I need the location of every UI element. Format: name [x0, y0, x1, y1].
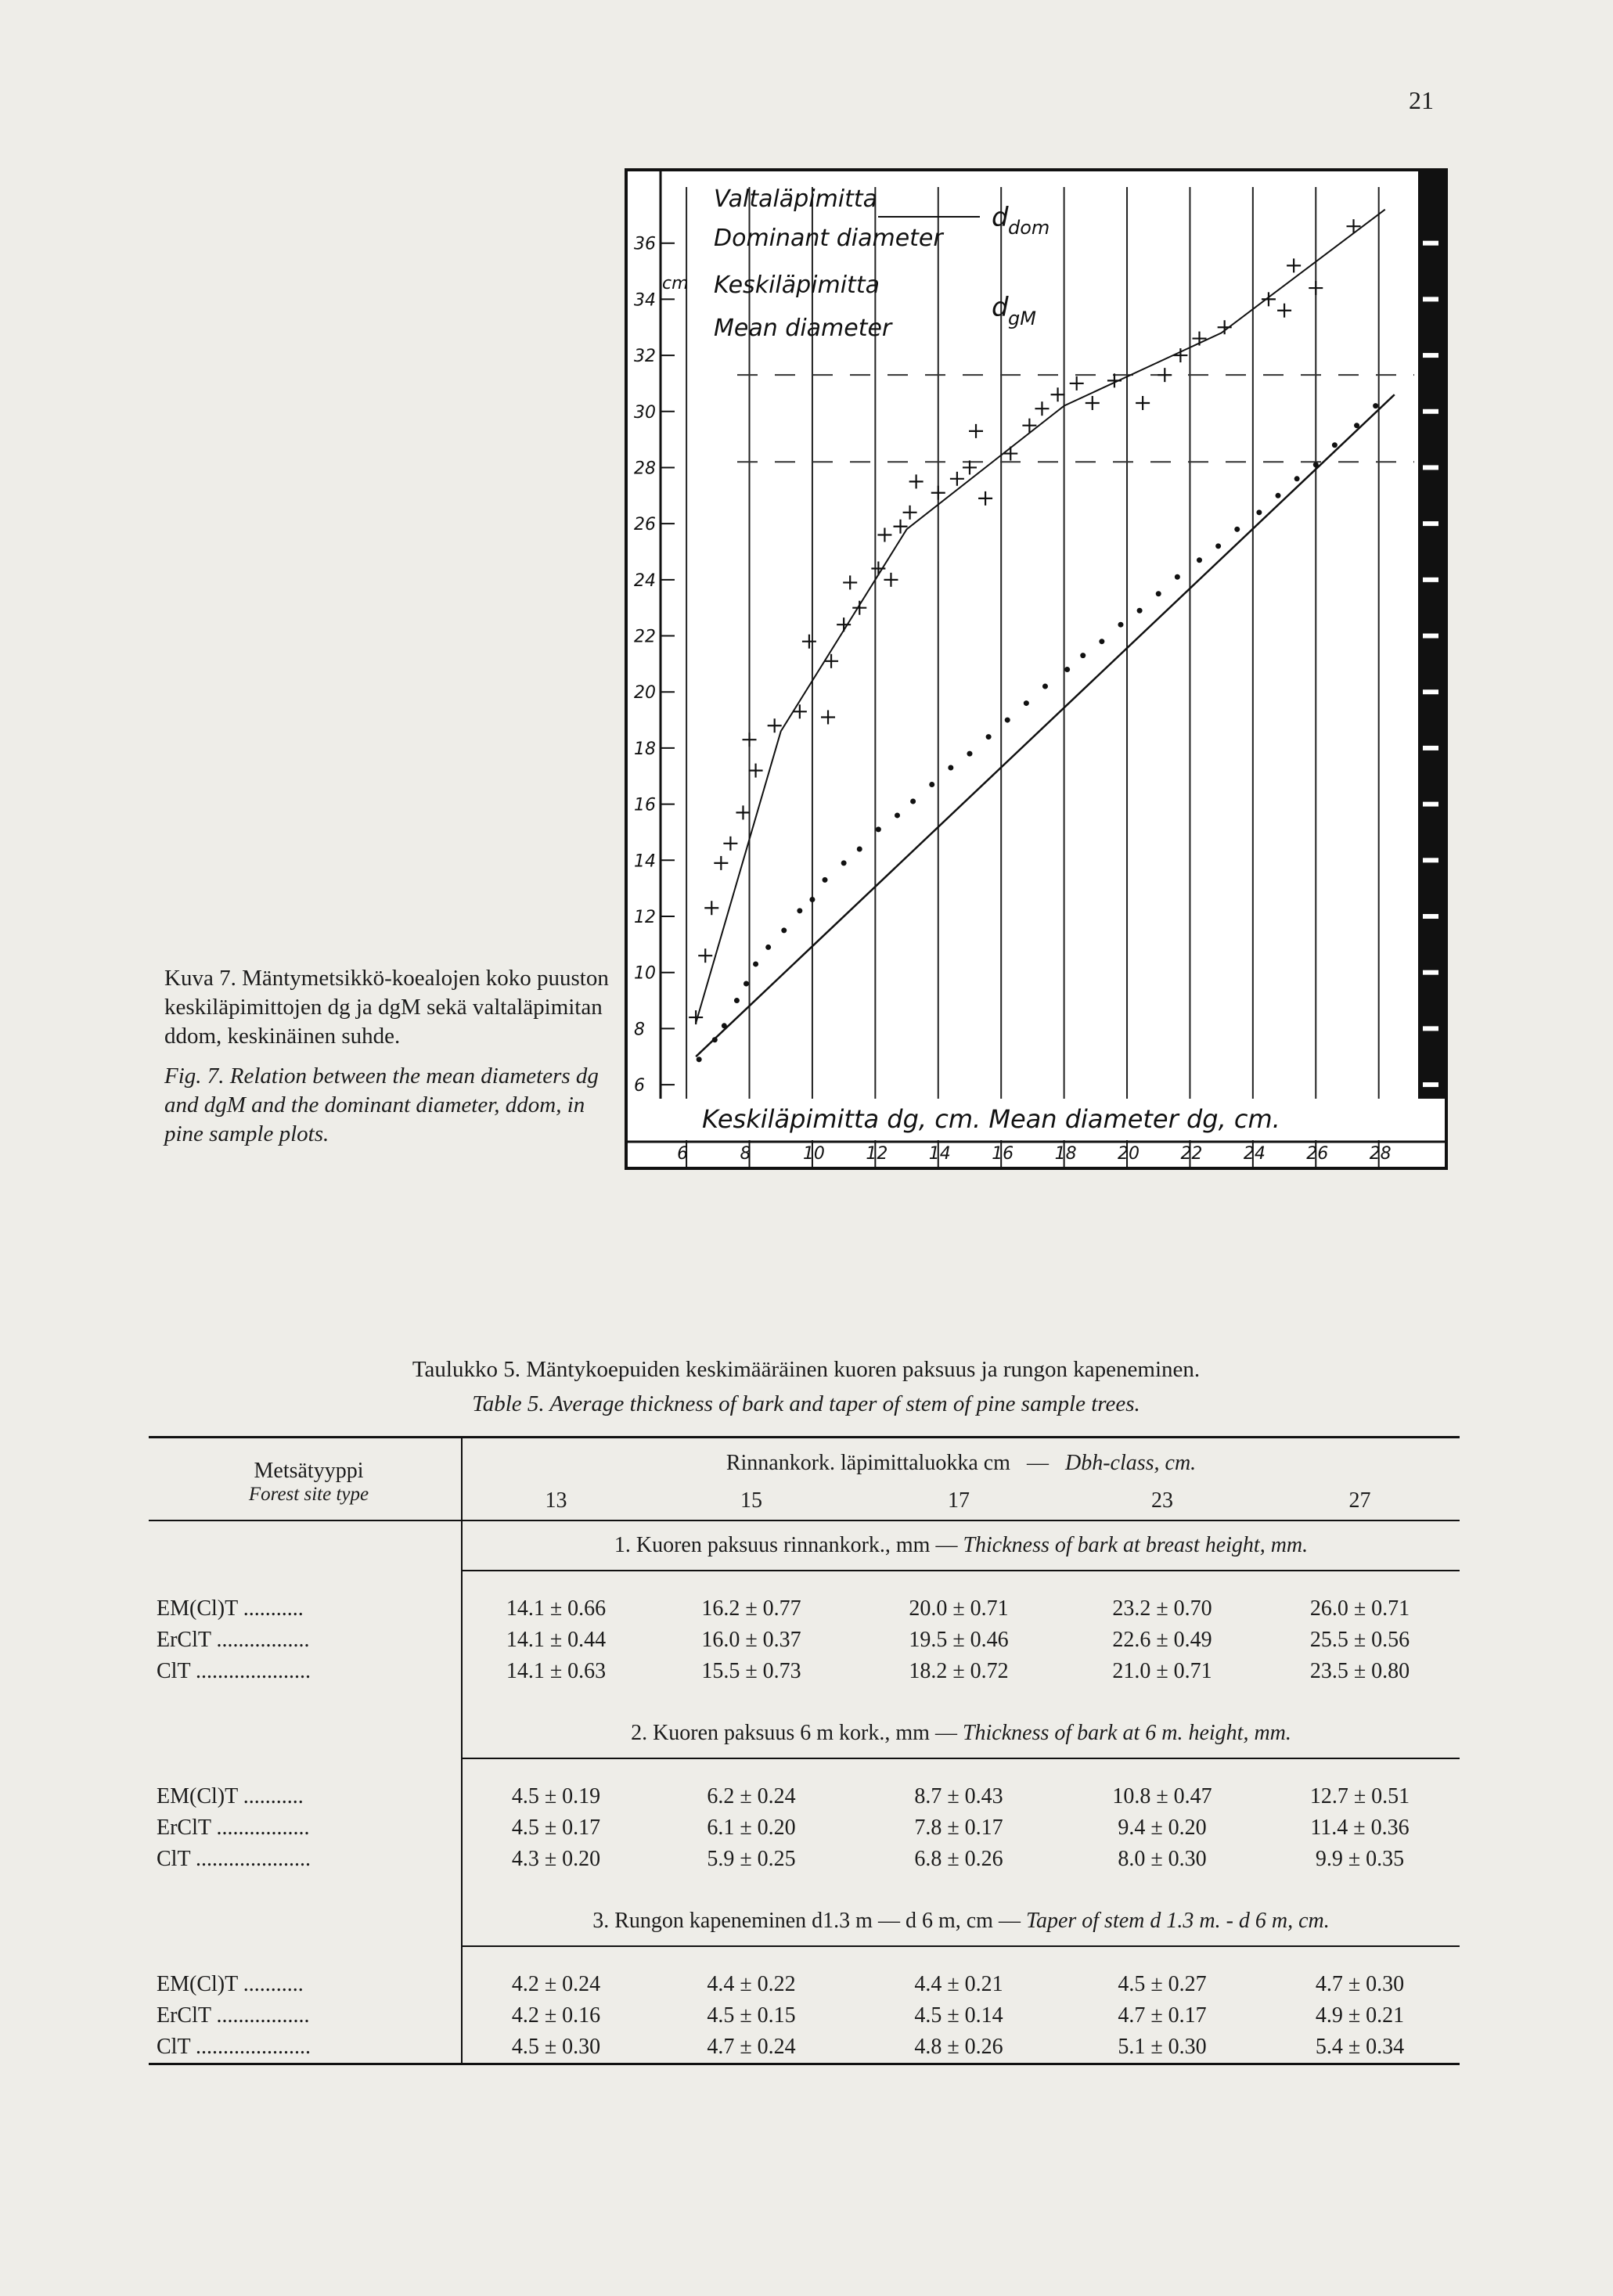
scatter-plot	[628, 171, 1445, 1167]
value-cell: 6.2 ± 0.24	[707, 1784, 796, 1808]
right-axis-tick	[1423, 914, 1438, 919]
value-cell: 25.5 ± 0.56	[1309, 1628, 1410, 1652]
mean-diameter-point	[1276, 493, 1281, 498]
dominant-diameter-point	[704, 901, 718, 915]
table-row	[149, 1781, 1460, 1812]
dbh-class-value: 15	[650, 1482, 853, 1520]
x-tick-label: 26	[1306, 1144, 1329, 1164]
dominant-diameter-point	[871, 562, 885, 576]
forest-site-cell: ErClT .................	[149, 2000, 462, 2031]
dominant-diameter-point	[736, 805, 750, 819]
mean-diameter-point	[722, 1023, 727, 1028]
right-axis-tick	[1423, 578, 1438, 582]
value-cell: 4.5 ± 0.15	[707, 2003, 796, 2028]
legend-dominant-symbol: d	[992, 202, 1009, 233]
dbh-class-header: Rinnankork. läpimittaluokka cm — Dbh-class, cm.	[725, 1451, 1197, 1475]
value-cell: 19.5 ± 0.46	[909, 1628, 1009, 1652]
value-cell: 9.9 ± 0.35	[1315, 1847, 1405, 1871]
value-cell: 4.5 ± 0.27	[1118, 1972, 1207, 1996]
right-axis-tick	[1423, 521, 1438, 526]
table-row	[149, 1593, 1460, 1625]
value-cell: 16.0 ± 0.37	[701, 1628, 801, 1652]
right-axis-tick	[1423, 858, 1438, 862]
mean-diameter-point	[857, 846, 862, 851]
dominant-diameter-point	[1086, 396, 1100, 410]
value-cell: 4.4 ± 0.21	[914, 1972, 1003, 1996]
section-title: 1. Kuoren paksuus rinnankork., mm — Thickness of bark at breast height, mm.	[462, 1520, 1460, 1571]
legend-mean-fi: Keskiläpimitta	[714, 272, 880, 299]
mean-diameter-point	[1313, 462, 1319, 467]
mean-diameter-point	[712, 1037, 718, 1042]
mean-diameter-point	[986, 734, 992, 740]
value-cell: 6.8 ± 0.26	[914, 1847, 1003, 1871]
mean-diameter-point	[1024, 700, 1029, 706]
class-header-en: Dbh-class, cm.	[1064, 1451, 1197, 1475]
dominant-diameter-point	[1035, 401, 1049, 416]
table-row	[149, 1844, 1460, 1875]
spacer-cell	[462, 1946, 1460, 1969]
dominant-diameter-point	[1347, 219, 1361, 233]
y-tick-label: 24	[634, 570, 656, 591]
dominant-diameter-point	[978, 491, 992, 506]
value-cell: 4.7 ± 0.24	[650, 2031, 853, 2064]
right-axis-tick	[1423, 1082, 1438, 1087]
value-cell: 4.3 ± 0.20	[511, 1847, 601, 1871]
mean-diameter-point	[948, 765, 953, 771]
value-cell: 23.2 ± 0.70	[1112, 1596, 1212, 1621]
dominant-diameter-point	[950, 472, 964, 486]
forest-site-cell: EM(Cl)T ...........	[149, 1969, 462, 2000]
value-cell: 4.2 ± 0.24	[511, 1972, 601, 1996]
right-axis-tick	[1423, 746, 1438, 750]
mean-diameter-point	[809, 897, 815, 902]
value-cell: 4.2 ± 0.16	[511, 2003, 601, 2028]
table-row	[149, 1656, 1460, 1687]
mean-diameter-point	[765, 945, 771, 950]
legend-dominant-en: Dominant diameter	[714, 225, 943, 252]
mean-diameter-point	[1354, 423, 1359, 428]
dominant-diameter-point	[821, 710, 835, 724]
right-axis-tick	[1423, 465, 1438, 470]
dominant-diameter-point	[802, 635, 816, 649]
value-cell: 7.8 ± 0.17	[914, 1816, 1003, 1840]
mean-diameter-point	[841, 860, 847, 865]
site-header-en: Forest site type	[248, 1484, 369, 1505]
section-title-fi: 1. Kuoren paksuus rinnankork., mm	[614, 1533, 931, 1557]
x-tick-label: 20	[1118, 1144, 1140, 1164]
value-cell: 22.6 ± 0.49	[1112, 1628, 1212, 1652]
x-tick-label: 12	[866, 1144, 888, 1164]
table-title-english: Table 5. Average thickness of bark and taper of stem of pine sample trees.	[472, 1391, 1140, 1416]
dominant-diameter-point	[723, 837, 737, 851]
right-axis-tick	[1423, 634, 1438, 639]
value-cell: 9.4 ± 0.20	[1118, 1816, 1207, 1840]
dominant-diameter-point	[877, 527, 891, 542]
dominant-diameter-point	[1022, 419, 1036, 433]
value-cell: 4.5 ± 0.14	[914, 2003, 1003, 2028]
section-title: 3. Rungon kapeneminen d1.3 m — d 6 m, cm — Taper of stem d 1.3 m. - d 6 m, cm.	[462, 1897, 1460, 1946]
value-cell: 6.1 ± 0.20	[707, 1816, 796, 1840]
dominant-diameter-point	[1051, 387, 1065, 401]
y-tick-label: 18	[634, 739, 656, 759]
value-cell: 4.5 ± 0.19	[511, 1784, 601, 1808]
spacer-cell	[462, 1758, 1460, 1781]
y-tick-label: 34	[634, 290, 656, 311]
value-cell: 4.4 ± 0.22	[707, 1972, 796, 1996]
value-cell: 5.1 ± 0.30	[1064, 2031, 1260, 2064]
site-header-fi: Metsätyyppi	[254, 1459, 364, 1483]
x-tick-label: 6	[677, 1144, 689, 1164]
mean-diameter-point	[1118, 622, 1123, 628]
value-cell: 12.7 ± 0.51	[1309, 1784, 1410, 1808]
value-cell: 20.0 ± 0.71	[909, 1596, 1009, 1621]
forest-site-cell: ErClT .................	[149, 1625, 462, 1656]
right-axis-tick	[1423, 297, 1438, 301]
mean-diameter-point	[1175, 574, 1180, 580]
dominant-diameter-point	[1136, 396, 1150, 410]
dominant-diameter-point	[1193, 332, 1207, 346]
x-tick-label: 16	[992, 1144, 1014, 1164]
section-blank-cell	[149, 1897, 462, 1946]
y-tick-label: 22	[634, 627, 656, 647]
mean-diameter-point	[1294, 476, 1300, 481]
mean-diameter-point	[1064, 667, 1070, 672]
section-blank-cell	[149, 1709, 462, 1758]
dominant-diameter-point	[1277, 304, 1291, 318]
mean-diameter-point	[1215, 543, 1221, 549]
section-title-en: Taper of stem d 1.3 m. - d 6 m, cm.	[1025, 1909, 1330, 1933]
caption-finnish: Kuva 7. Mäntymetsikkö-koealojen koko puuston keskiläpimittojen dg ja dgM sekä valtaläpimitan ddom, keskinäinen suhde.	[164, 966, 609, 1049]
mean-diameter-point	[753, 961, 758, 966]
y-tick-label: 26	[634, 515, 656, 535]
mean-diameter-point	[1042, 684, 1048, 689]
dominant-diameter-point	[837, 617, 851, 632]
right-axis-tick	[1423, 802, 1438, 807]
dominant-diameter-point	[909, 474, 924, 488]
forest-site-cell: ClT .....................	[149, 1844, 462, 1875]
y-tick-label: 8	[634, 1020, 645, 1040]
forest-site-cell: ClT .....................	[149, 2031, 462, 2064]
x-axis-label: Keskiläpimitta dg, cm. Mean diameter dg, cm.	[702, 1104, 1280, 1134]
table-section-header	[149, 1520, 1460, 1571]
value-cell: 18.2 ± 0.72	[909, 1659, 1009, 1683]
value-cell: 4.7 ± 0.17	[1118, 2003, 1207, 2028]
dominant-diameter-point	[931, 486, 945, 500]
dominant-diameter-point	[1218, 320, 1232, 334]
y-tick-label: 28	[634, 459, 656, 479]
scatter-figure	[625, 168, 1448, 1170]
bark-thickness-table	[149, 1436, 1460, 2065]
dominant-diameter-point	[1158, 368, 1172, 382]
forest-site-cell: ErClT .................	[149, 1812, 462, 1844]
right-axis-tick	[1423, 970, 1438, 975]
figure-caption	[164, 964, 610, 1149]
x-tick-label: 28	[1369, 1144, 1392, 1164]
x-tick-label: 10	[802, 1144, 825, 1164]
y-tick-label: 36	[634, 234, 656, 254]
mean-diameter-point	[1256, 509, 1262, 515]
mean-diameter-point	[1197, 557, 1202, 563]
mean-diameter-line	[696, 394, 1395, 1056]
table-row	[149, 1625, 1460, 1656]
mean-diameter-point	[1332, 442, 1338, 448]
y-tick-label: 20	[634, 683, 656, 704]
page-number: 21	[1409, 86, 1434, 114]
table-section-header	[149, 1897, 1460, 1946]
y-tick-label: 16	[634, 795, 656, 815]
y-tick-label: 6	[634, 1076, 645, 1096]
value-cell: 10.8 ± 0.47	[1112, 1784, 1212, 1808]
legend-mean-en: Mean diameter	[714, 315, 892, 342]
legend-mean-symbol: d	[992, 292, 1009, 323]
value-cell: 14.1 ± 0.63	[506, 1659, 607, 1683]
spacer-cell	[149, 1758, 462, 1781]
value-cell: 15.5 ± 0.73	[701, 1659, 801, 1683]
y-tick-label: 30	[634, 402, 656, 423]
y-tick-label: 10	[634, 963, 656, 984]
dominant-diameter-point	[743, 732, 757, 747]
right-axis-tick	[1423, 409, 1438, 414]
value-cell: 23.5 ± 0.80	[1309, 1659, 1410, 1683]
dbh-class-value: 13	[462, 1482, 650, 1520]
mean-diameter-point	[823, 877, 828, 883]
forest-site-cell: EM(Cl)T ...........	[149, 1781, 462, 1812]
x-tick-label: 14	[928, 1144, 951, 1164]
mean-diameter-point	[1080, 653, 1086, 658]
spacer-cell	[462, 1875, 1460, 1897]
caption-english: Fig. 7. Relation between the mean diameters dg and dgM and the dominant diameter, ddom, in pine sample plots.	[164, 1063, 599, 1146]
mean-diameter-point	[781, 927, 787, 933]
value-cell: 4.5 ± 0.17	[511, 1816, 601, 1840]
x-tick-label: 22	[1180, 1144, 1203, 1164]
dominant-diameter-point	[689, 1010, 703, 1024]
section-blank-cell	[149, 1520, 462, 1571]
x-tick-label: 18	[1054, 1144, 1077, 1164]
mean-diameter-point	[734, 998, 740, 1003]
dbh-class-value: 17	[853, 1482, 1064, 1520]
value-cell: 5.9 ± 0.25	[707, 1847, 796, 1871]
dominant-diameter-point	[843, 575, 857, 589]
spacer-cell	[149, 1875, 462, 1897]
value-cell: 11.4 ± 0.36	[1310, 1816, 1410, 1840]
right-axis-tick	[1423, 1026, 1438, 1031]
mean-diameter-point	[743, 981, 749, 987]
dominant-diameter-point	[969, 424, 983, 438]
value-cell: 4.7 ± 0.30	[1315, 1972, 1405, 1996]
mean-diameter-point	[1137, 608, 1143, 614]
dominant-diameter-point	[698, 948, 712, 963]
dbh-class-value: 23	[1064, 1482, 1260, 1520]
value-cell: 14.1 ± 0.66	[506, 1596, 607, 1621]
dominant-diameter-point	[714, 856, 728, 870]
dominant-diameter-point	[1287, 258, 1301, 272]
y-tick-label: 12	[634, 908, 656, 927]
mean-diameter-point	[1234, 527, 1240, 532]
mean-diameter-point	[1156, 591, 1161, 596]
dominant-diameter-point	[1003, 447, 1017, 461]
value-cell: 14.1 ± 0.44	[506, 1628, 607, 1652]
class-header-fi: Rinnankork. läpimittaluokka cm	[725, 1451, 1010, 1475]
value-cell: 16.2 ± 0.77	[701, 1596, 801, 1621]
mean-diameter-point	[895, 812, 900, 818]
dominant-diameter-point	[793, 704, 807, 718]
spacer-cell	[149, 1687, 462, 1709]
right-axis-strip	[1418, 171, 1445, 1167]
table-row	[149, 2000, 1460, 2031]
mean-diameter-point	[910, 799, 916, 804]
spacer-cell	[462, 1687, 1460, 1709]
forest-site-cell: EM(Cl)T ...........	[149, 1593, 462, 1625]
y-axis-unit: cm	[662, 274, 689, 293]
dominant-diameter-point	[884, 573, 898, 587]
dominant-diameter-point	[1070, 376, 1084, 390]
right-axis-tick	[1423, 353, 1438, 358]
mean-diameter-point	[1373, 403, 1378, 408]
value-cell: 8.0 ± 0.30	[1118, 1847, 1207, 1871]
dominant-diameter-point	[1309, 281, 1323, 295]
dominant-diameter-point	[749, 764, 763, 778]
forest-site-type-header	[149, 1438, 462, 1520]
right-axis-tick	[1423, 689, 1438, 694]
dominant-diameter-point	[903, 506, 917, 520]
table-section-header	[149, 1709, 1460, 1758]
mean-diameter-point	[697, 1056, 702, 1062]
section-title: 2. Kuoren paksuus 6 m kork., mm — Thickness of bark at 6 m. height, mm.	[462, 1709, 1460, 1758]
value-cell: 5.4 ± 0.34	[1260, 2031, 1460, 2064]
dbh-class-value: 27	[1260, 1482, 1460, 1520]
value-cell: 4.9 ± 0.21	[1315, 2003, 1405, 2028]
spacer-cell	[149, 1571, 462, 1593]
legend-dominant-subscript: dom	[1008, 217, 1050, 239]
value-cell: 26.0 ± 0.71	[1309, 1596, 1410, 1621]
mean-diameter-point	[1099, 639, 1104, 644]
mean-diameter-point	[876, 826, 881, 832]
dominant-diameter-point	[824, 654, 838, 668]
table-row	[149, 1812, 1460, 1844]
table-title-finnish: Taulukko 5. Mäntykoepuiden keskimääräinen kuoren paksuus ja rungon kapeneminen.	[412, 1357, 1201, 1382]
value-cell: 4.5 ± 0.30	[462, 2031, 650, 2064]
value-cell: 4.8 ± 0.26	[853, 2031, 1064, 2064]
x-tick-label: 24	[1243, 1144, 1266, 1164]
section-title-en: Thickness of bark at 6 m. height, mm.	[962, 1721, 1291, 1745]
mean-diameter-point	[1005, 718, 1010, 723]
y-tick-label: 32	[634, 347, 656, 367]
legend-mean-subscript: gM	[1008, 308, 1036, 329]
mean-diameter-point	[967, 751, 972, 757]
right-axis-tick	[1423, 241, 1438, 246]
section-title-fi: 3. Rungon kapeneminen d1.3 m — d 6 m, cm	[592, 1909, 993, 1933]
y-tick-label: 14	[634, 851, 656, 872]
section-title-fi: 2. Kuoren paksuus 6 m kork., mm	[631, 1721, 930, 1745]
forest-site-cell: ClT .....................	[149, 1656, 462, 1687]
dominant-diameter-point	[768, 718, 782, 732]
value-cell: 21.0 ± 0.71	[1112, 1659, 1212, 1683]
x-tick-label: 8	[740, 1144, 751, 1164]
spacer-cell	[149, 1946, 462, 1969]
legend-dominant-fi: Valtaläpimitta	[714, 185, 878, 213]
table-row	[149, 1969, 1460, 2000]
value-cell: 8.7 ± 0.43	[914, 1784, 1003, 1808]
spacer-cell	[462, 1571, 1460, 1593]
table-row	[149, 2031, 1460, 2064]
section-title-en: Thickness of bark at breast height, mm.	[963, 1533, 1309, 1557]
mean-diameter-point	[797, 908, 802, 913]
mean-diameter-point	[929, 782, 934, 787]
